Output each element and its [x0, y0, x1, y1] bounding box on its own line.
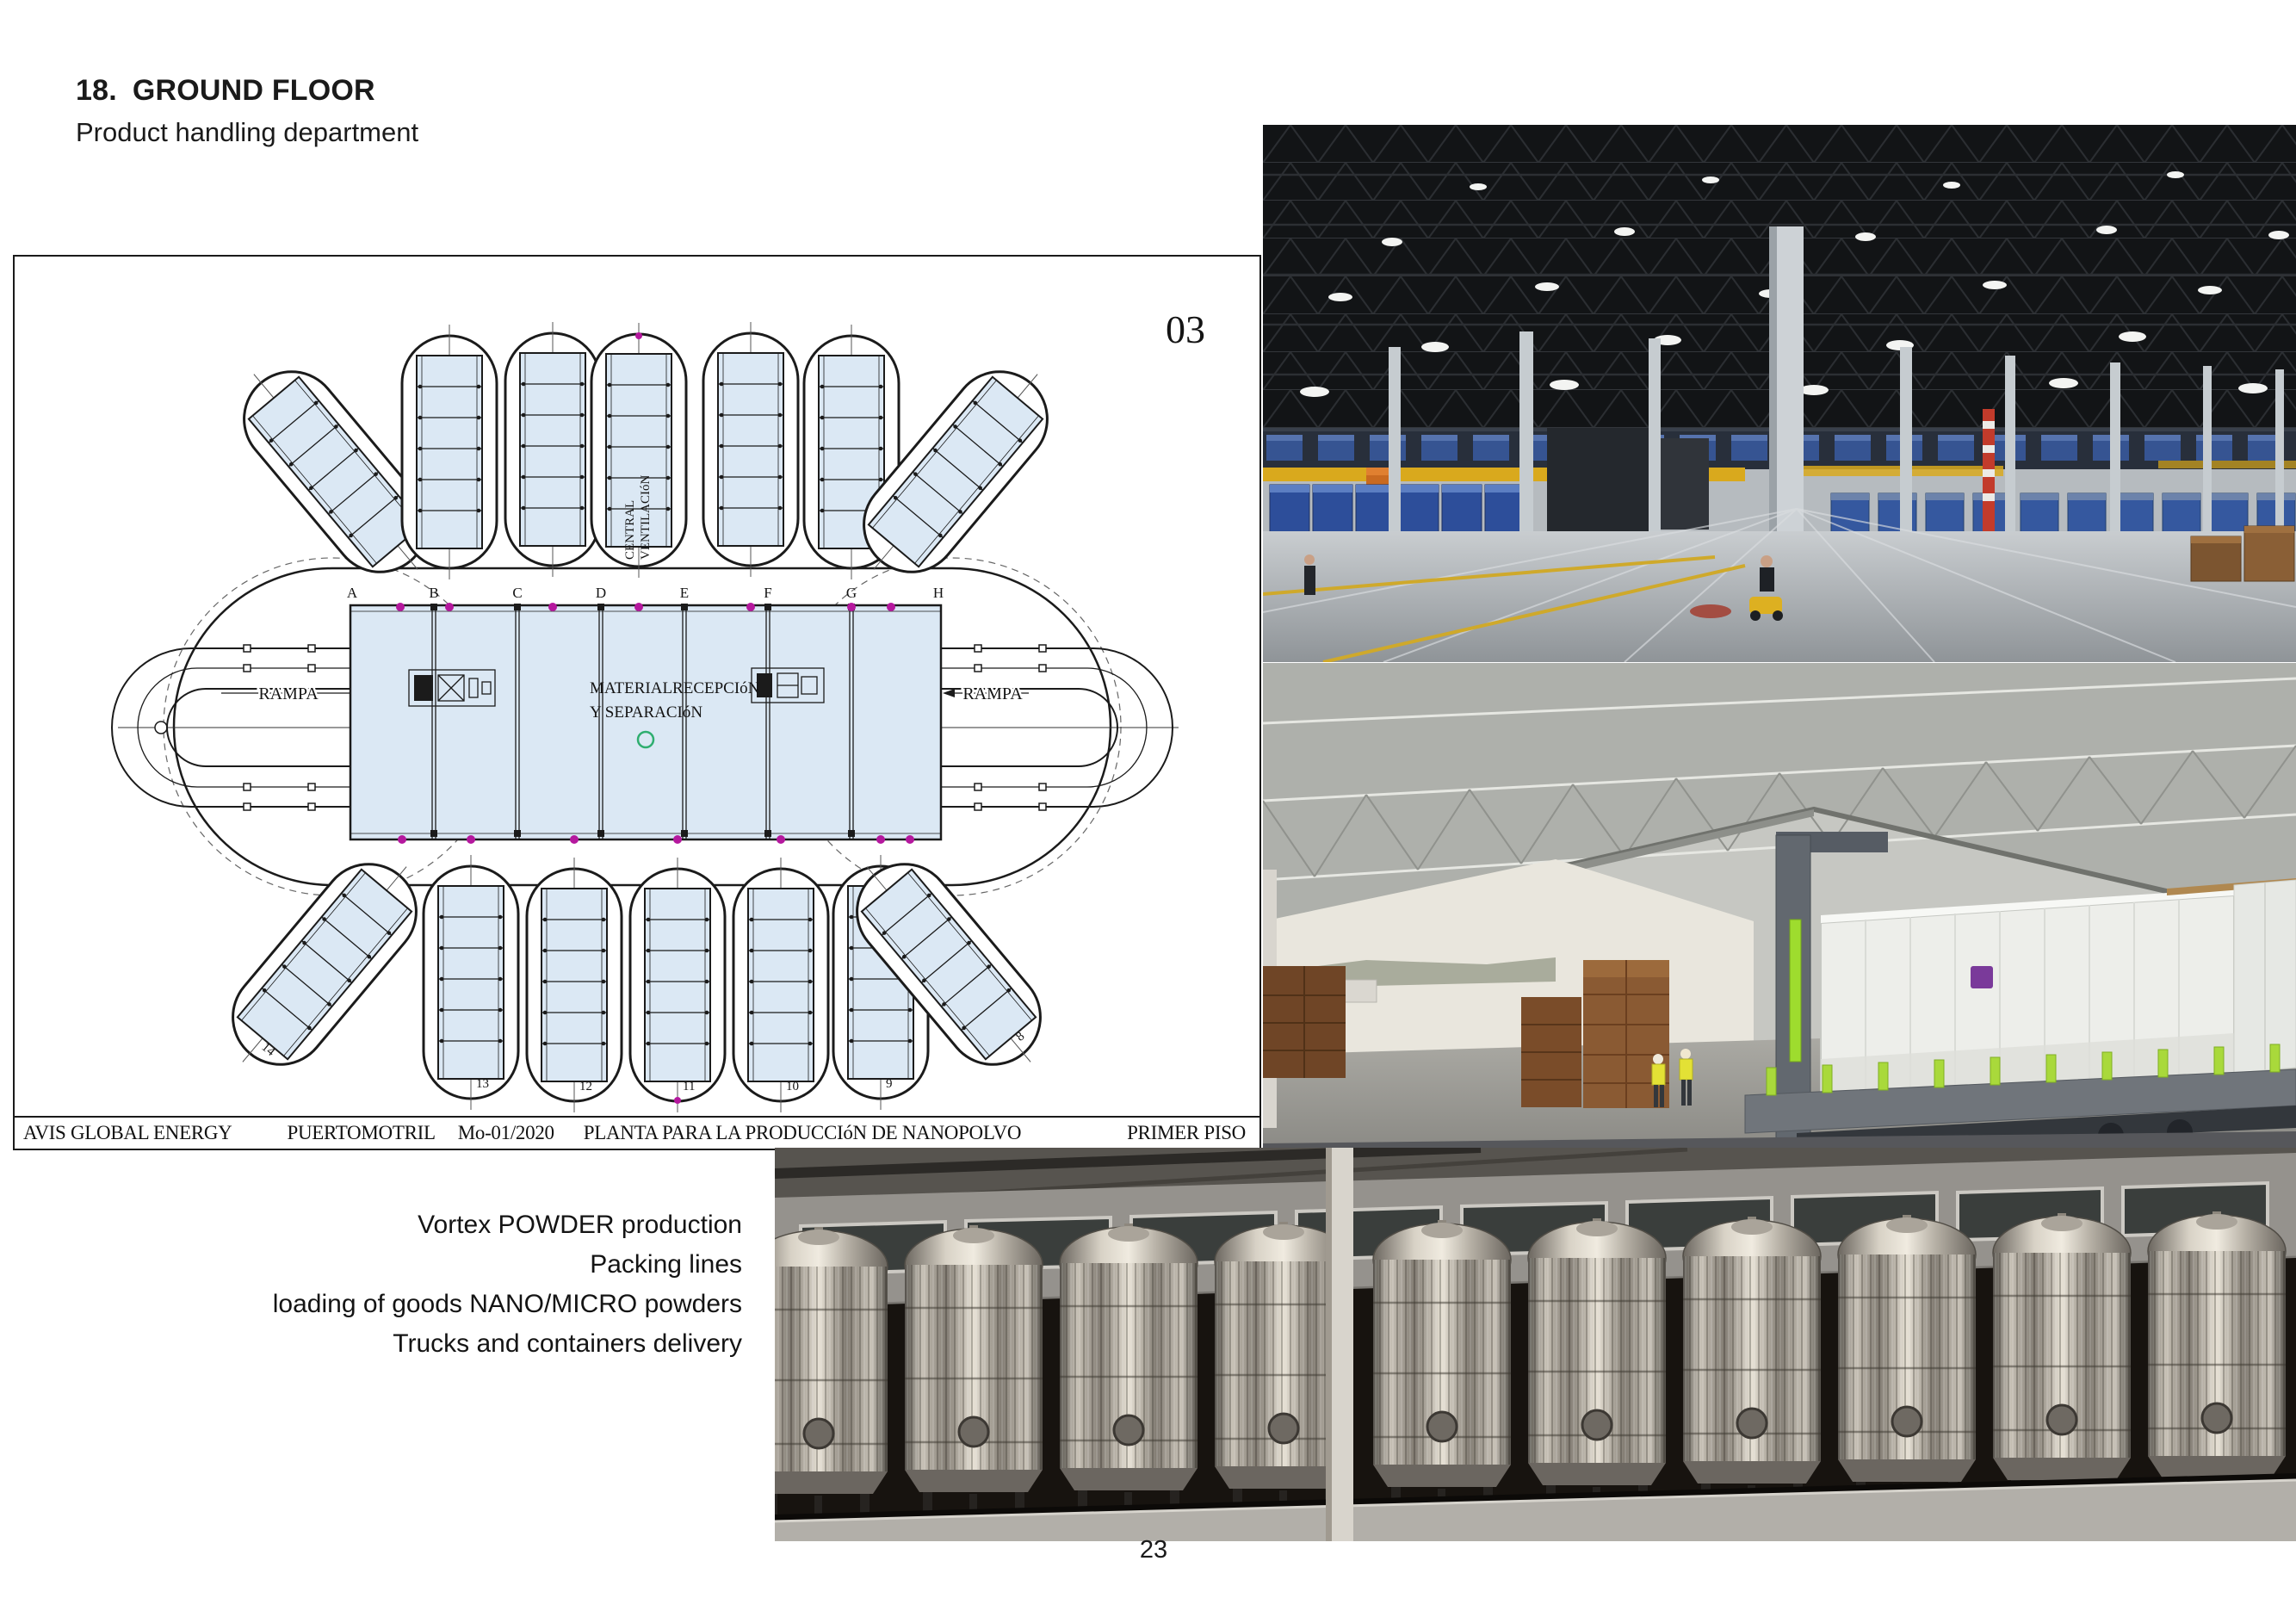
title-company: AVIS GLOBAL ENERGY — [23, 1122, 232, 1143]
bottom-pods — [207, 836, 1068, 1112]
caption-line: loading of goods NANO/MICRO powders — [272, 1290, 742, 1318]
title-sheet: PRIMER PISO — [1127, 1122, 1246, 1143]
column-letter: G — [845, 585, 857, 601]
pod-number: 8 — [1013, 1029, 1028, 1044]
title-project: PLANTA PARA LA PRODUCCIóN DE NANOPOLVO — [583, 1122, 1022, 1143]
ramp-label-left: RAMPA — [258, 685, 319, 703]
photo-loading-canopy — [1263, 663, 2296, 1150]
drawing-number: 03 — [1166, 307, 1205, 351]
plan-title-block — [15, 1116, 1259, 1149]
hall-floor — [1263, 509, 2296, 662]
wrapped-cargo — [1821, 878, 2296, 1099]
caption-block — [138, 1205, 742, 1364]
striped-column — [1983, 409, 1995, 531]
title-doc-ref: Mo-01/2020 — [457, 1122, 554, 1143]
vent-label-line1: CENTRAL — [623, 499, 637, 560]
column-letter: F — [764, 585, 772, 601]
title-site: PUERTOMOTRIL — [287, 1122, 436, 1143]
photo-tank-row — [775, 1148, 2296, 1541]
datum-point — [155, 722, 167, 734]
floor-marking — [1690, 604, 1731, 618]
pod-number: 10 — [786, 1080, 799, 1093]
cargo-label — [1971, 966, 1993, 988]
caption-line: Trucks and containers delivery — [393, 1329, 742, 1358]
pod-number: 9 — [886, 1077, 893, 1091]
floor-plan-frame — [13, 255, 1261, 1150]
page-number: 23 — [1139, 1536, 1168, 1564]
ramp-label-right: RAMPA — [962, 685, 1023, 703]
grid-letters — [347, 585, 944, 601]
pod-number: 11 — [683, 1080, 696, 1093]
column-letter: A — [346, 585, 358, 601]
section-number: 18. — [76, 74, 117, 107]
section-title: GROUND FLOOR — [132, 74, 375, 107]
reception-label-line2: Y SEPARACIóN — [590, 703, 703, 722]
caption-line: Vortex POWDER production — [418, 1211, 742, 1239]
section-heading — [76, 74, 375, 108]
column-letter: C — [512, 585, 523, 601]
caption-line: Packing lines — [590, 1250, 742, 1279]
pod-number: 12 — [579, 1080, 592, 1093]
column-letter: B — [429, 585, 439, 601]
walking-worker — [1304, 554, 1315, 595]
column-letter: D — [595, 585, 607, 601]
central-hall — [350, 604, 941, 839]
pod-number: 13 — [476, 1077, 489, 1091]
photo-production-hall — [1263, 125, 2296, 662]
pod-number: 14 — [258, 1040, 278, 1060]
column-letter: E — [679, 585, 690, 601]
section-subtitle: Product handling department — [76, 117, 419, 147]
floor-plan-drawing — [15, 257, 1259, 1114]
reception-label-line1: MATERIALRECEPCIóN — [590, 679, 760, 697]
foreground-pillar — [1326, 1148, 1353, 1541]
column-letter: H — [932, 585, 944, 601]
vent-label-line2: VENTILACIóN — [639, 474, 653, 560]
